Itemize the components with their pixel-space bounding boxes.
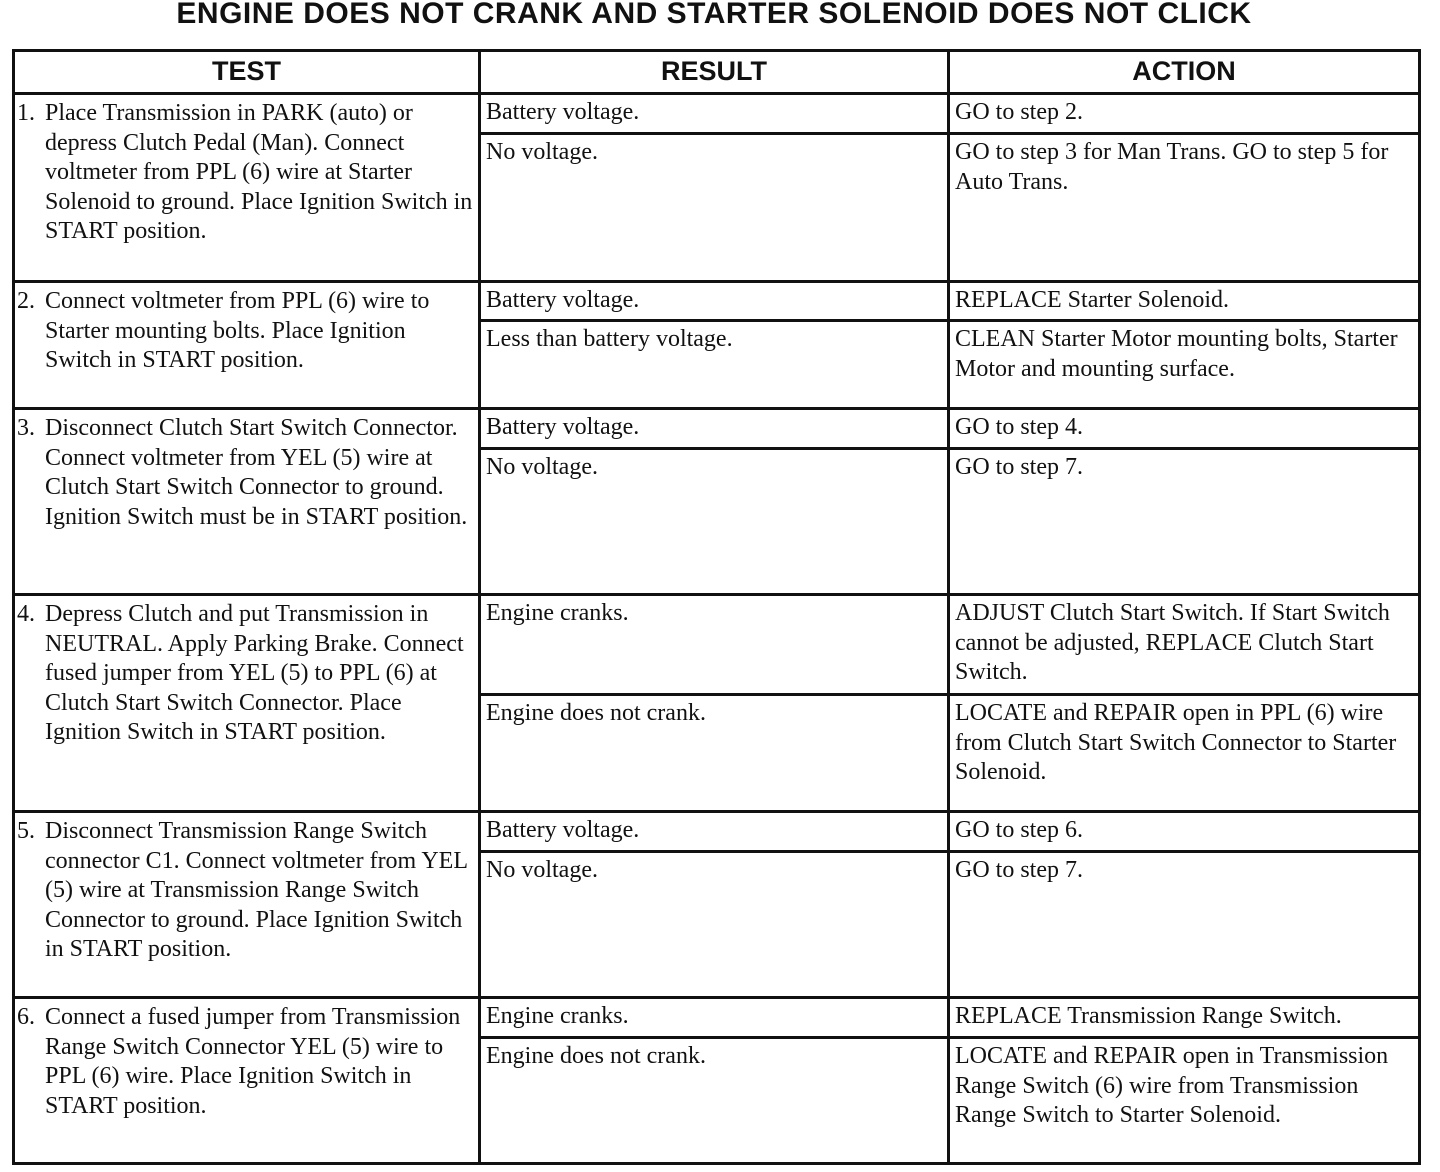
table-row [14,409,1420,449]
test-cell-step-6 [14,998,480,1164]
test-cell-step-2 [14,282,480,409]
test-cell-step-1 [14,94,480,282]
result-cell: Battery voltage. [480,94,949,134]
action-cell: CLEAN Starter Motor mounting bolts, Starter Motor and mounting surface. [949,321,1420,409]
action-cell: GO to step 4. [949,409,1420,449]
diagnostic-table [12,49,1421,1165]
test-text: Disconnect Transmission Range Switch connector C1. Connect voltmeter from YEL (5) wire at Transmission Range Switch Connector to ground. Place Ignition Switch in START position. [45,818,468,962]
header-row [14,51,1420,94]
result-cell: No voltage. [480,852,949,998]
test-cell-step-5 [14,812,480,998]
action-cell: REPLACE Transmission Range Switch. [949,998,1420,1038]
action-cell: GO to step 3 for Man Trans. GO to step 5 for Auto Trans. [949,134,1420,282]
table-row [14,595,1420,695]
result-cell: Engine does not crank. [480,695,949,812]
test-text: Disconnect Clutch Start Switch Connector. Connect voltmeter from YEL (5) wire at Clutch Start Switch Connector to ground. Ignition Switch must be in START position. [45,415,468,530]
action-cell: ADJUST Clutch Start Switch. If Start Switch cannot be adjusted, REPLACE Clutch Start Switch. [949,595,1420,695]
result-cell: Engine cranks. [480,595,949,695]
step-number: 2. [17,288,35,314]
result-cell: Battery voltage. [480,409,949,449]
result-cell: Engine does not crank. [480,1038,949,1164]
page-title: ENGINE DOES NOT CRANK AND STARTER SOLENOID DOES NOT CLICK [176,0,1252,30]
action-cell: REPLACE Starter Solenoid. [949,282,1420,321]
step-number: 5. [17,818,35,844]
header-test: TEST [14,51,480,94]
result-cell: Less than battery voltage. [480,321,949,409]
test-text: Place Transmission in PARK (auto) or depress Clutch Pedal (Man). Connect voltmeter from PPL (6) wire at Starter Solenoid to ground. Place Ignition Switch in START position. [45,100,473,244]
result-cell: Engine cranks. [480,998,949,1038]
step-number: 6. [17,1004,35,1030]
test-text: Depress Clutch and put Transmission in NEUTRAL. Apply Parking Brake. Connect fused jumper from YEL (5) to PPL (6) at Clutch Start Switch Connector. Place Ignition Switch in START position. [45,601,464,745]
result-cell: No voltage. [480,134,949,282]
action-cell: GO to step 6. [949,812,1420,852]
action-cell: GO to step 7. [949,449,1420,595]
result-cell: Battery voltage. [480,812,949,852]
step-number: 1. [17,100,35,126]
test-text: Connect a fused jumper from Transmission Range Switch Connector YEL (5) wire to PPL (6) wire. Place Ignition Switch in START position. [45,1004,461,1119]
header-action: ACTION [949,51,1420,94]
action-cell: LOCATE and REPAIR open in Transmission Range Switch (6) wire from Transmission Range Switch to Starter Solenoid. [949,1038,1420,1164]
result-cell: No voltage. [480,449,949,595]
table-row [14,998,1420,1038]
test-text: Connect voltmeter from PPL (6) wire to Starter mounting bolts. Place Ignition Switch in START position. [45,288,430,373]
table-row [14,812,1420,852]
table-row [14,94,1420,134]
table-row [14,282,1420,321]
action-cell: GO to step 7. [949,852,1420,998]
step-number: 4. [17,601,35,627]
test-cell-step-4 [14,595,480,812]
action-cell: LOCATE and REPAIR open in PPL (6) wire from Clutch Start Switch Connector to Starter Solenoid. [949,695,1420,812]
action-cell: GO to step 2. [949,94,1420,134]
test-cell-step-3 [14,409,480,595]
header-result: RESULT [480,51,949,94]
step-number: 3. [17,415,35,441]
result-cell: Battery voltage. [480,282,949,321]
